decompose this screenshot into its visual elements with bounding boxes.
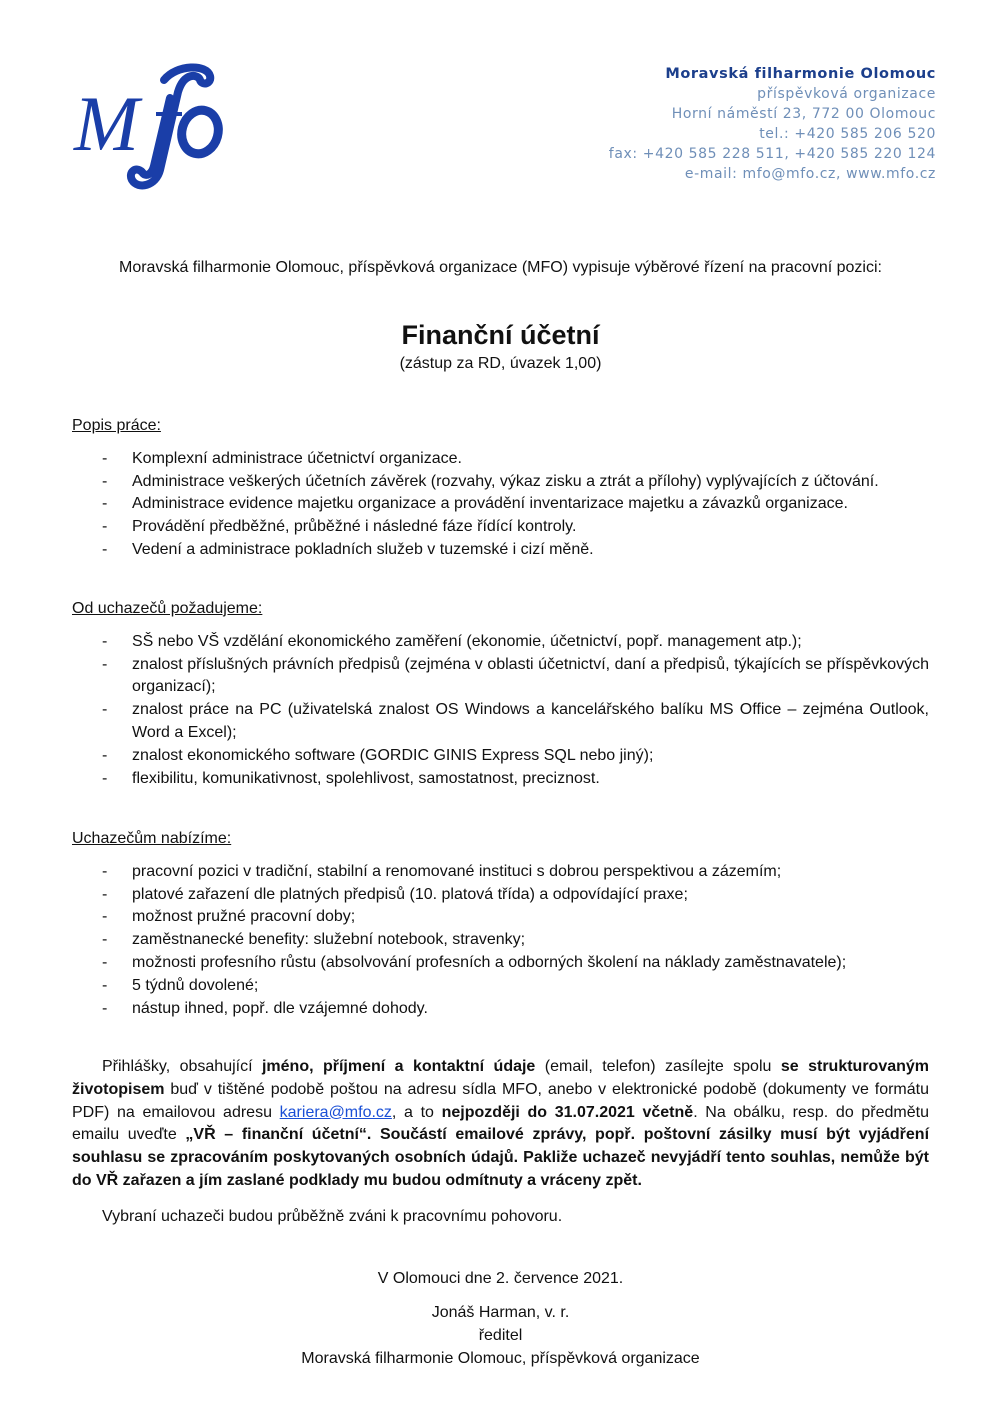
application-text: Přihlášky, obsahující: [102, 1058, 262, 1075]
mfo-logo: [72, 62, 227, 192]
application-email-link[interactable]: kariera@mfo.cz: [279, 1103, 392, 1121]
application-text: . Na obálku, resp. do předmětu emailu uveďte: [72, 1103, 929, 1144]
position-subtitle: (zástup za RD, úvazek 1,00): [399, 355, 602, 372]
list-item: - možnosti profesního růstu (absolvování profesních a odborných školení na náklady zaměstnavatele);: [72, 952, 929, 975]
section-offer: [72, 828, 929, 1020]
application-text: (email, telefon) zasílejte spolu: [535, 1058, 781, 1075]
list-item: - Komplexní administrace účetnictví organizace.: [72, 448, 929, 471]
section-job-description: [72, 415, 929, 562]
job-description-list: [72, 448, 929, 562]
section-heading: Popis práce:: [72, 417, 161, 434]
application-cv-requirement: se strukturovaným životopisem: [72, 1058, 930, 1098]
intro-text: Moravská filharmonie Olomouc, příspěvková organizace (MFO) vypisuje výběrové řízení na pracovní pozici:: [119, 259, 882, 276]
signature-block: [72, 1302, 929, 1370]
application-instructions: [72, 1056, 929, 1193]
section-heading: Od uchazečů požadujeme:: [72, 600, 263, 617]
signatory-org: Moravská filharmonie Olomouc, příspěvková organizace: [301, 1349, 700, 1367]
offer-list: [72, 861, 929, 1021]
letterhead-fax: fax: +420 585 228 511, +420 585 220 124: [608, 146, 936, 162]
list-item: - nástup ihned, popř. dle vzájemné dohody.: [72, 998, 929, 1021]
application-deadline: nejpozději do 31.07.2021 včetně: [441, 1103, 694, 1121]
list-item: - zaměstnanecké benefity: služební notebook, stravenky;: [72, 929, 929, 952]
list-item: - platové zařazení dle platných předpisů (10. platová třída) a odpovídající praxe;: [72, 884, 929, 907]
application-text: buď v tištěné podobě poštou na adresu sídla MFO, anebo v elektronické podobě (dokumenty ve formátu PDF) na emailovou adresu: [72, 1080, 929, 1121]
signatory-role: ředitel: [478, 1326, 523, 1344]
letterhead-contact: e-mail: mfo@mfo.cz, www.mfo.cz: [684, 166, 936, 182]
closing-text: Vybraní uchazeči budou průběžně zváni k pracovnímu pohovoru.: [102, 1208, 563, 1225]
letterhead-org-type: příspěvková organizace: [757, 86, 936, 102]
list-item: - Administrace evidence majetku organizace a provádění inventarizace majetku a závazků organizace.: [72, 493, 929, 516]
signatory-name: Jonáš Harman, v. r.: [431, 1304, 570, 1321]
list-item: - Vedení a administrace pokladních služeb v tuzemské i cizí měně.: [72, 539, 929, 562]
letterhead-tel: tel.: +420 585 206 520: [759, 126, 936, 142]
list-item: - Administrace veškerých účetních závěrek (rozvahy, výkaz zisku a ztrát a přílohy) vyplývajících z účtování.: [72, 471, 929, 494]
letterhead-org-name: Moravská filharmonie Olomouc: [665, 66, 936, 82]
place-date: V Olomouci dne 2. července 2021.: [377, 1270, 624, 1287]
letterhead: [609, 64, 936, 184]
list-item: - znalost práce na PC (uživatelská znalost OS Windows a kancelářského balíku MS Office – zejména Outlook, Word a Excel);: [72, 699, 929, 745]
list-item: - pracovní pozici v tradiční, stabilní a renomované instituci s dobrou perspektivou a zázemím;: [72, 861, 929, 884]
list-item: - znalost příslušných právních předpisů (zejména v oblasti účetnictví, daní a předpisů, týkajících se příspěvkových organizací);: [72, 654, 929, 700]
application-text: , a to: [391, 1103, 442, 1121]
application-consent-notice: „VŘ – finanční účetní“. Součástí emailové zprávy, popř. poštovní zásilky musí být vyjádření souhlasu se zpracováním poskytovaných osobních údajů. Pakliže uchazeč nevyjádří tento souhlas, nemůže být do VŘ zařazen a jím zaslané podklady mu budou odmítnuty a vráceny zpět.: [72, 1126, 930, 1189]
section-heading: Uchazečům nabízíme:: [72, 830, 232, 847]
list-item: - SŠ nebo VŠ vzdělání ekonomického zaměření (ekonomie, účetnictví, popř. management atp.);: [72, 631, 929, 654]
mfo-logo-icon: [72, 62, 227, 192]
position-title: Finanční účetní: [401, 320, 600, 350]
letterhead-address: Horní náměstí 23, 772 00 Olomouc: [671, 106, 936, 122]
list-item: - 5 týdnů dovolené;: [72, 975, 929, 998]
list-item: - znalost ekonomického software (GORDIC GINIS Express SQL nebo jiný);: [72, 745, 929, 768]
list-item: - možnost pružné pracovní doby;: [72, 906, 929, 929]
list-item: - flexibilitu, komunikativnost, spolehlivost, samostatnost, preciznost.: [72, 768, 929, 791]
application-required-info: jméno, příjmení a kontaktní údaje: [261, 1058, 536, 1075]
section-requirements: [72, 598, 929, 790]
svg-text:M: M: [74, 80, 139, 167]
list-item: - Provádění předběžné, průběžné i následné fáze řídící kontroly.: [72, 516, 929, 539]
requirements-list: [72, 631, 929, 791]
